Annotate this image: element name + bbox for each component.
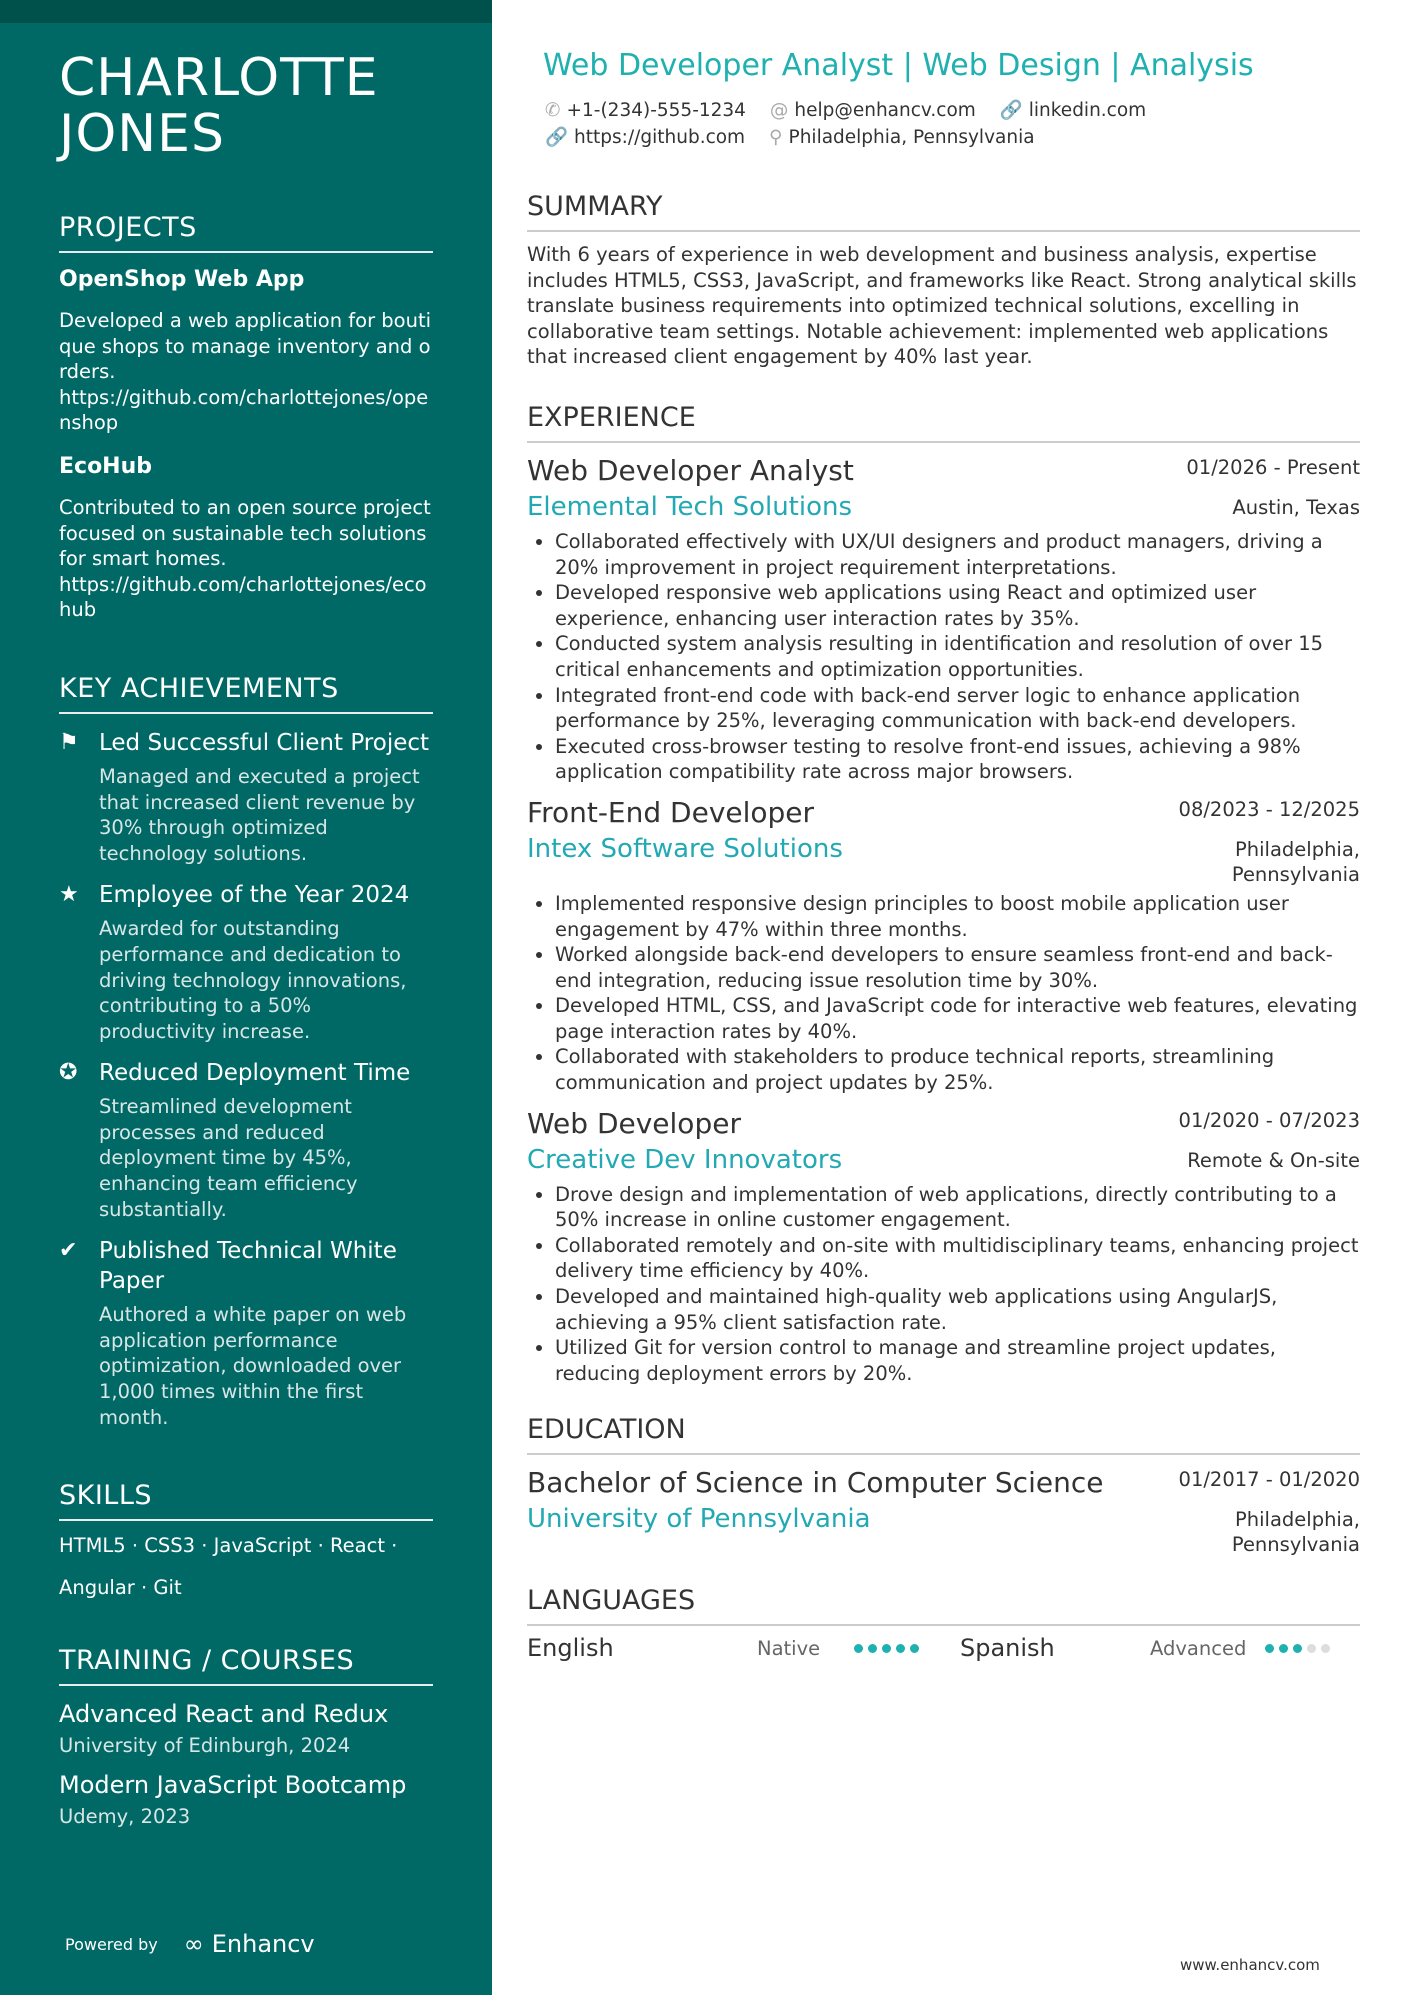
contact-linkedin[interactable]: [1000, 100, 1147, 121]
job-location: Remote & On-site: [1187, 1148, 1360, 1172]
proficiency-dot: [882, 1644, 891, 1653]
github-text: https://github.com: [574, 127, 746, 148]
course-provider: University of Edinburgh, 2024: [59, 1734, 351, 1758]
language-name: Spanish: [960, 1634, 1055, 1663]
phone-icon: ✆: [545, 100, 561, 121]
job-bullet: • Developed responsive web applications using React and optimized user experience, enhancing user interaction rates by 35%.: [555, 580, 1360, 631]
job-entry: [527, 453, 1360, 785]
project-text: Developed a web application for boutique shops to manage inventory and orders.: [59, 309, 432, 384]
achievement-title: Employee of the Year 2024: [99, 882, 410, 909]
phone-text: +1-(234)-555-1234: [566, 100, 746, 121]
powered-by-label: Powered by: [65, 1934, 158, 1954]
education-entry: [527, 1465, 1360, 1557]
job-bullet: • Collaborated effectively with UX/UI designers and product managers, driving a 20% improvement in project requirement interpretations.: [555, 529, 1360, 580]
proficiency-dot: [854, 1644, 863, 1653]
job-dates: 08/2023 - 12/2025: [1178, 797, 1360, 821]
course-item: [59, 1700, 433, 1757]
proficiency-dot: [1321, 1644, 1330, 1653]
projects-heading: PROJECTS: [59, 212, 433, 253]
achievement-item: [59, 1236, 433, 1430]
project-title: EcoHub: [59, 453, 153, 479]
achievement-item: [59, 1058, 433, 1222]
project-link[interactable]: https://github.com/charlottejones/ecohub: [59, 572, 427, 622]
language-level: Advanced: [1150, 1636, 1247, 1660]
job-title: Web Developer: [527, 1106, 741, 1140]
proficiency-dots: [854, 1644, 960, 1653]
achievement-description: Streamlined development processes and reduced deployment time by 45%, enhancing team efficiency substantially.: [99, 1095, 358, 1221]
degree: Bachelor of Science in Computer Science: [527, 1466, 1104, 1500]
course-title: Modern JavaScript Bootcamp: [59, 1771, 407, 1800]
headline-title: Web Developer Analyst | Web Design | Analysis: [543, 48, 1254, 83]
education-dates: 01/2017 - 01/2020: [1178, 1468, 1360, 1492]
job-bullet: • Developed HTML, CSS, and JavaScript code for interactive web features, elevating page interaction rates by 40%.: [555, 993, 1360, 1044]
job-title: Front-End Developer: [527, 795, 815, 829]
enhancv-logo[interactable]: [184, 1930, 315, 1958]
contact-location: [769, 127, 1035, 148]
contact-email[interactable]: [770, 100, 976, 121]
job-bullet: • Integrated front-end code with back-end server logic to enhance application performance by 25%, leveraging communication with back-end developers.: [555, 683, 1360, 734]
language-name: English: [527, 1634, 614, 1663]
enhancv-logo-icon: ∞: [183, 1930, 204, 1958]
education-heading: EDUCATION: [527, 1414, 1360, 1455]
footer-url[interactable]: www.enhancv.com: [1180, 1956, 1320, 1974]
proficiency-dot: [896, 1644, 905, 1653]
job-title: Web Developer Analyst: [527, 453, 854, 487]
star-icon: ★: [59, 882, 79, 908]
job-bullet: • Implemented responsive design principles to boost mobile application user engagement by 47% within three months.: [555, 891, 1360, 942]
job-bullets: [555, 1182, 1360, 1387]
job-bullet: • Utilized Git for version control to manage and streamline project updates, reducing deployment errors by 20%.: [555, 1335, 1360, 1386]
company-name[interactable]: Elemental Tech Solutions: [527, 491, 853, 522]
project-title: OpenShop Web App: [59, 267, 305, 292]
school: University of Pennsylvania: [527, 1504, 871, 1535]
location-pin-icon: ⚲: [768, 127, 783, 148]
summary-text: With 6 years of experience in web development and business analysis, expertise includes HTML5, CSS3, JavaScript, and frameworks like React. Strong analytical skills translate business requirements into optimized technical solutions, excelling in collaborative team settings. Notable achievement: implemented web applications that increased client engagement by 40% last year.: [527, 243, 1357, 369]
summary-heading: SUMMARY: [527, 191, 1360, 232]
training-heading: TRAINING / COURSES: [59, 1645, 433, 1686]
company-name[interactable]: Creative Dev Innovators: [527, 1144, 843, 1175]
skills-heading: SKILLS: [59, 1480, 433, 1521]
achievement-description: Managed and executed a project that increased client revenue by 30% through optimized technology solutions.: [99, 764, 420, 865]
job-bullet: • Collaborated remotely and on-site with multidisciplinary teams, enhancing project delivery time efficiency by 40%.: [555, 1233, 1360, 1284]
job-bullets: [555, 529, 1360, 785]
project-text: Contributed to an open source project focused on sustainable tech solutions for smart homes.: [59, 495, 431, 571]
course-item: [59, 1771, 433, 1828]
project-item: [59, 454, 433, 623]
achievement-title: Led Successful Client Project: [99, 729, 430, 756]
job-dates: 01/2026 - Present: [1186, 455, 1360, 479]
language-level: Native: [757, 1636, 821, 1660]
email-text: help@enhancv.com: [794, 100, 976, 121]
check-icon: ✔: [59, 1238, 78, 1264]
job-bullet: • Worked alongside back-end developers to ensure seamless front-end and back-end integration, reducing issue resolution time by 30%.: [555, 942, 1360, 993]
skills-list: [59, 1525, 433, 1609]
at-icon: @: [769, 100, 789, 121]
job-entry: [527, 795, 1360, 1096]
proficiency-dot: [1279, 1644, 1288, 1653]
project-item: [59, 267, 433, 436]
project-description: [59, 308, 433, 436]
proficiency-dot: [1307, 1644, 1316, 1653]
contact-info: [545, 97, 1360, 151]
proficiency-dot: [1293, 1644, 1302, 1653]
linkedin-text: linkedin.com: [1028, 100, 1147, 121]
achievement-item: [59, 880, 433, 1044]
flag-icon: ⚑: [59, 729, 79, 755]
proficiency-dot: [868, 1644, 877, 1653]
job-bullet: • Drove design and implementation of web applications, directly contributing to a 50% increase in online customer engagement.: [555, 1182, 1360, 1233]
proficiency-dot: [910, 1644, 919, 1653]
achievements-heading: KEY ACHIEVEMENTS: [59, 673, 433, 714]
job-bullet: • Collaborated with stakeholders to produce technical reports, streamlining communication and project updates by 25%.: [555, 1044, 1360, 1095]
course-title: Advanced React and Redux: [59, 1700, 389, 1729]
proficiency-dot: [1265, 1644, 1274, 1653]
job-entry: [527, 1106, 1360, 1387]
achievement-description: Awarded for outstanding performance and dedication to driving technology innovations, contributing to a 50% productivity increase.: [99, 917, 407, 1043]
proficiency-dots: [1250, 1644, 1330, 1653]
company-name[interactable]: Intex Software Solutions: [527, 833, 843, 864]
achievement-title: Reduced Deployment Time: [99, 1060, 411, 1087]
contact-phone[interactable]: [545, 100, 746, 121]
course-provider: Udemy, 2023: [59, 1805, 191, 1829]
job-bullet: • Developed and maintained high-quality web applications using AngularJS, achieving a 95% client satisfaction rate.: [555, 1284, 1360, 1335]
link-icon: 🔗: [545, 127, 569, 148]
languages-heading: LANGUAGES: [527, 1585, 1360, 1626]
experience-heading: EXPERIENCE: [527, 402, 1360, 443]
languages-list: [527, 1634, 1360, 1662]
job-bullet: • Executed cross-browser testing to resolve front-end issues, achieving a 98% application compatibility rate across major browsers.: [555, 734, 1360, 785]
skills-line: Angular · Git: [59, 1576, 182, 1600]
top-strip: [0, 0, 492, 23]
sidebar: [0, 0, 492, 1995]
project-description: [59, 495, 433, 623]
job-bullet: • Conducted system analysis resulting in identification and resolution of over 15 critical enhancements and optimization opportunities.: [555, 631, 1360, 682]
job-location: Philadelphia, Pennsylvania: [1231, 837, 1360, 886]
candidate-name: CHARLOTTE JONES: [59, 48, 379, 164]
job-dates: 01/2020 - 07/2023: [1178, 1108, 1360, 1132]
job-location: Austin, Texas: [1232, 495, 1360, 519]
main-content: [527, 0, 1360, 1662]
project-link[interactable]: https://github.com/charlottejones/openshop: [59, 385, 429, 435]
location-text: Philadelphia, Pennsylvania: [788, 127, 1035, 148]
education-location: Philadelphia, Pennsylvania: [1231, 1508, 1360, 1557]
achievement-description: Authored a white paper on web application performance optimization, downloaded over 1,000 times within the first month.: [99, 1303, 407, 1429]
achievement-title: Published Technical White Paper: [99, 1238, 397, 1295]
contact-github[interactable]: [545, 127, 745, 148]
achievement-item: [59, 728, 433, 866]
brand-name: Enhancv: [211, 1930, 315, 1958]
link-icon: 🔗: [999, 100, 1023, 121]
powered-by: [65, 1930, 315, 1958]
award-icon: ✪: [59, 1060, 78, 1086]
skills-line: HTML5 · CSS3 · JavaScript · React ·: [59, 1534, 398, 1558]
job-bullets: [555, 891, 1360, 1096]
